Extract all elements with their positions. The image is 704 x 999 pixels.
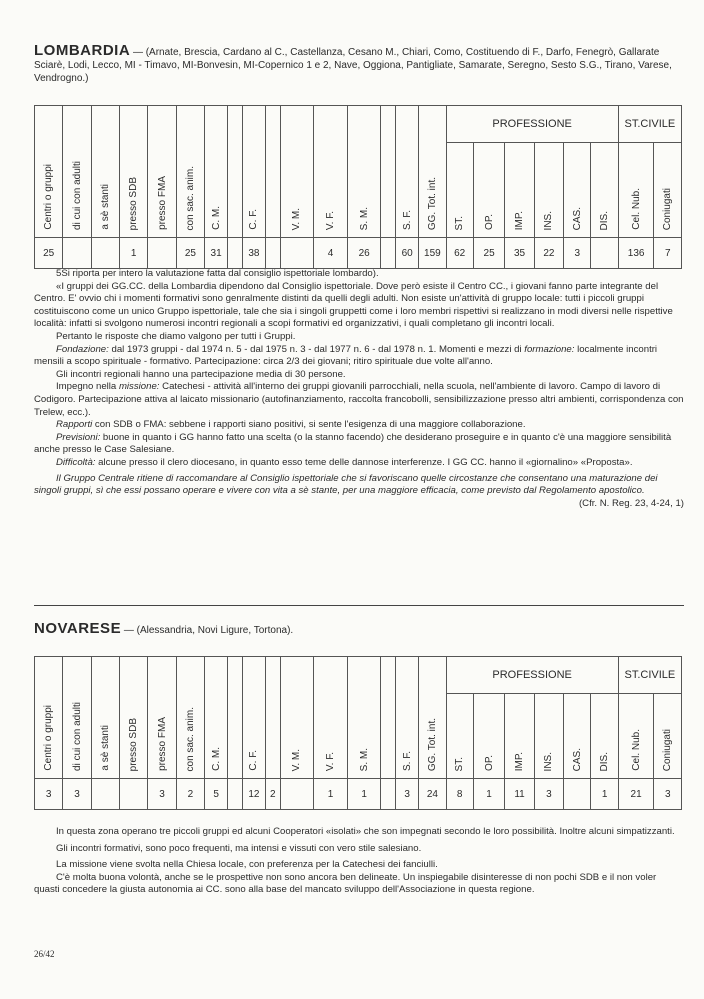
table-cell: 1: [591, 779, 618, 810]
note-p10: Il Gruppo Centrale ritiene di raccomandare al Consiglio ispettoriale che si favoriscano quelle circostanze che consentano una maturazione dei singoli gruppi, sì che essi possano operare e vivere con vita a sè stante, per una maggiore efficacia, come previsto dal Regolamento apostolico.: [34, 472, 658, 497]
novarese-title: NOVARESE: [34, 620, 122, 637]
table-cell: 35: [505, 238, 534, 269]
header-cel-label: Cel. Nub.: [630, 188, 642, 230]
note-p5: Gli incontri regionali hanno una partecipazione media di 30 persone.: [56, 368, 346, 380]
table-cell: 3: [564, 238, 591, 269]
table-cell: 38: [242, 238, 265, 269]
table-cell: 7: [654, 238, 682, 269]
header-cas: [564, 694, 591, 779]
header-adulti-label: di cui con adulti: [71, 702, 83, 771]
header-vm: [280, 106, 314, 238]
note-p7: Rapporti con SDB o FMA: sebbene i rapporti siano positivi, si sente l'esigenza di una maggiore collaborazione.: [56, 419, 526, 431]
header-sf-label: S. F.: [401, 750, 413, 771]
header-sf: [396, 106, 419, 238]
header-stanti: [91, 106, 119, 238]
table-cell: 25: [35, 238, 63, 269]
header-vm-label: V. M.: [291, 207, 303, 230]
header-cm: [205, 657, 228, 779]
table-cell: 1: [347, 779, 381, 810]
header-vf: [314, 657, 348, 779]
header-st: [446, 143, 473, 238]
header-centri-label: Centri o gruppi: [43, 705, 55, 771]
table-cell: [564, 779, 591, 810]
novarese-header: [34, 622, 684, 637]
table-cell: 26: [347, 238, 381, 269]
note-p1: 5Si riporta per intero la valutazione fatta dal consiglio ispettoriale lombardo).: [56, 268, 379, 279]
header-vf-label: V. F.: [325, 210, 337, 230]
header-cm2: [228, 106, 243, 238]
nov-p2: Gli incontri formativi, sono poco frequenti, ma intensi e vissuti con vero stile salesiano.: [56, 842, 422, 854]
table-cell: [381, 779, 396, 810]
header-sf: [381, 657, 396, 779]
header-centri: [35, 106, 63, 238]
table-cell: [228, 238, 243, 269]
table-cell: 4: [314, 238, 348, 269]
header-adulti: [63, 657, 91, 779]
header-adulti: [63, 106, 91, 238]
header-sf: [381, 106, 396, 238]
table-cell: 25: [176, 238, 204, 269]
table-cell: 136: [618, 238, 654, 269]
header-imp-label: IMP.: [514, 751, 526, 771]
note-p6: Impegno nella missione: Catechesi - attività all'interno dei gruppi giovanili parrocchiali, nella scuola, nell'ambiente di lavoro. Campo di lavoro di Codigoro. Partecipazione attiva al laicato missionario (autofinanziamento, raccolta francobolli, sensibilizzazione presso altri ambienti, corrispondenza con Trelew, ecc.).: [34, 381, 684, 418]
header-sf: [396, 657, 419, 779]
header-st-label: ST.: [454, 215, 466, 230]
header-cf-label: C. F.: [248, 209, 260, 230]
lombardia-dash: —: [132, 47, 143, 58]
table-cell: 25: [473, 238, 505, 269]
lombardia-notes: [34, 268, 684, 510]
header-vm: [280, 657, 314, 779]
page-number: 26/42: [34, 949, 55, 959]
lombardia-title: LOMBARDIA: [34, 42, 131, 59]
table-cell: [148, 238, 176, 269]
header-sac: [176, 106, 204, 238]
table-cell: [91, 779, 119, 810]
header-cel: [618, 694, 654, 779]
header-centri-label: Centri o gruppi: [43, 164, 55, 230]
header-dis: [591, 694, 618, 779]
header-gg-label: GG. Tot. int.: [426, 717, 438, 771]
header-sac: [176, 657, 204, 779]
header-fma-label: presso FMA: [156, 176, 168, 230]
table-cell: [280, 238, 314, 269]
header-ins-label: INS.: [543, 210, 555, 230]
header-sac-label: con sac. anim.: [184, 165, 196, 230]
header-imp: [505, 143, 534, 238]
header-cm-label: C. M.: [210, 206, 222, 230]
header-sdb-label: presso SDB: [128, 717, 140, 771]
nov-p1: In questa zona operano tre piccoli gruppi ed alcuni Cooperatori «isolati» che son impegnati secondo le loro possibilità. Inoltre alcuni simpatizzanti.: [56, 826, 675, 837]
note-p10-ref: (Cfr. N. Reg. 23, 4-24, 1): [578, 497, 684, 509]
table-cell: [265, 238, 280, 269]
note-p3: Pertanto le risposte che diamo valgono per tutti i Gruppi.: [56, 330, 296, 342]
note-p9: Difficoltà: alcune presso il clero diocesano, in quanto esso teme delle dannose interferenze. I GG CC. hanno il «giornalino» «Proposta».: [56, 456, 633, 468]
header-st-label: ST.: [454, 756, 466, 771]
table-cell: 3: [148, 779, 176, 810]
header-stanti: [91, 657, 119, 779]
header-vf-label: V. F.: [325, 751, 337, 771]
note-p8: Previsioni: buone in quanto i GG hanno fatto una scelta (o la stanno facendo) che desiderano proseguire e in quanto c'è una maggiore sensibilità anche presso le Case Salesiane.: [34, 431, 672, 456]
header-cf2: [265, 106, 280, 238]
header-vm-label: V. M.: [291, 748, 303, 771]
table-cell: 3: [534, 779, 563, 810]
header-coniugati-label: Coniugati: [662, 728, 674, 771]
table-cell: 3: [654, 779, 682, 810]
header-cm: [205, 106, 228, 238]
novarese-notes: [34, 826, 684, 897]
table-cell: [591, 238, 618, 269]
header-vf: [314, 106, 348, 238]
header-cas: [564, 143, 591, 238]
header-op-label: OP.: [483, 214, 495, 230]
header-stcivile: ST.CIVILE: [618, 106, 681, 143]
header-cel: [618, 143, 654, 238]
header-cf-label: C. F.: [248, 750, 260, 771]
table-cell: 60: [396, 238, 419, 269]
header-professione: PROFESSIONE: [446, 106, 618, 143]
section-divider: [34, 605, 684, 606]
header-ins: [534, 143, 563, 238]
lombardia-stats-table: [34, 105, 682, 269]
header-adulti-label: di cui con adulti: [71, 161, 83, 230]
table-cell: 1: [473, 779, 505, 810]
header-imp: [505, 694, 534, 779]
header-coniugati-label: Coniugati: [662, 187, 674, 230]
table-cell: 12: [242, 779, 265, 810]
note-p2: «I gruppi dei GG.CC. della Lombardia dipendono dal Consiglio ispettoriale. Dove però esiste il Centro CC., i giovani fanno parte integrante del Centro. E' ovvio chi i momenti formativi sono genralmente distinti da quelli degli adulti. Non esiste un'attività di gruppo locale: tutti i piccoli gruppi costituiscono come un unico Gruppo ispettoriale, tale che sia i singoli gruppetti come i loro membri rispettivi si realizzano in modi diversi nelle rispettive località: infatti si svolgono numerosi incontri regionali a scopi formativi ed organizzativi, i quali completano gli incontri locali.: [34, 280, 673, 330]
table-cell: 31: [205, 238, 228, 269]
table-cell: [381, 238, 396, 269]
header-sac-label: con sac. anim.: [184, 706, 196, 771]
header-cm-label: C. M.: [210, 747, 222, 771]
header-gg: [419, 657, 446, 779]
table-cell: [120, 779, 148, 810]
nov-p3: La missione viene svolta nella Chiesa locale, con preferenza per la Catechesi dei fanciulli.: [56, 859, 438, 871]
header-fma: [148, 657, 176, 779]
table-cell: 11: [505, 779, 534, 810]
header-cas-label: CAS.: [571, 206, 583, 230]
header-sm-label: S. M.: [358, 747, 370, 771]
table-cell: 62: [446, 238, 473, 269]
table-cell: 2: [265, 779, 280, 810]
header-stanti-label: a sè stanti: [99, 725, 111, 771]
table-cell: [280, 779, 314, 810]
table-cell: 3: [63, 779, 91, 810]
header-professione: PROFESSIONE: [446, 657, 618, 694]
table-cell: 1: [120, 238, 148, 269]
table-cell: 8: [446, 779, 473, 810]
header-dis-label: DIS.: [599, 751, 611, 771]
table-cell: 159: [419, 238, 446, 269]
header-gg-label: GG. Tot. int.: [426, 176, 438, 230]
header-coniugati: [654, 694, 682, 779]
header-sdb: [120, 657, 148, 779]
lombardia-header: [34, 44, 684, 85]
nov-p4: C'è molta buona volontà, anche se le prospettive non sono ancora ben delineate. Un inspiegabile disinteresse di non pochi SDB e il non voler quasti concedere la giusta autonomia ai CC. sono alla base del mancato sviluppo dell'Associazione in questa regione.: [34, 871, 657, 896]
header-cf: [242, 106, 265, 238]
table-row: [35, 238, 682, 269]
header-cf2: [265, 657, 280, 779]
header-coniugati: [654, 143, 682, 238]
note-p4: Fondazione: dal 1973 gruppi - dal 1974 n. 5 - dal 1975 n. 3 - dal 1977 n. 6 - dal 1978 n. 1. Momenti e mezzi di formazione: localmente incontri mensili a scopo spirituale - formativo. Partecipazione: circa 2/3 dei giovani; ritiro spirituale due volte all'anno.: [34, 343, 658, 368]
table-header-row: [35, 657, 682, 694]
header-fma-label: presso FMA: [156, 717, 168, 771]
table-header-row: [35, 106, 682, 143]
header-imp-label: IMP.: [514, 210, 526, 230]
table-cell: [228, 779, 243, 810]
header-cas-label: CAS.: [571, 747, 583, 771]
table-cell: 22: [534, 238, 563, 269]
novarese-stats-table: [34, 656, 682, 810]
header-sm-label: S. M.: [358, 206, 370, 230]
table-cell: 24: [419, 779, 446, 810]
table-cell: 2: [176, 779, 204, 810]
header-gg: [419, 106, 446, 238]
header-fma: [148, 106, 176, 238]
table-cell: 5: [205, 779, 228, 810]
header-sm: [347, 657, 381, 779]
lombardia-subtitle: (Arnate, Brescia, Cardano al C., Castellanza, Cesano M., Chiari, Como, Costituendo di F., Darfo, Fenegrò, Gallarate Sciarè, Lodi, Lecco, MI - Timavo, MI-Bonvesin, MI-Copernico 1 e 2, Nave, Oggiona, Pantigliate, Samarate, Seregno, Sesto S.G., Tirano, Varese, Vendrogno.): [34, 47, 672, 84]
table-cell: [63, 238, 91, 269]
header-op: [473, 694, 505, 779]
header-cf: [242, 657, 265, 779]
header-cm2: [228, 657, 243, 779]
table-cell: [91, 238, 119, 269]
header-sdb-label: presso SDB: [128, 176, 140, 230]
table-cell: 1: [314, 779, 348, 810]
header-dis: [591, 143, 618, 238]
header-sm: [347, 106, 381, 238]
table-cell: 21: [618, 779, 654, 810]
header-sf-label: S. F.: [401, 209, 413, 230]
novarese-dash: —: [123, 625, 134, 636]
header-stanti-label: a sè stanti: [99, 184, 111, 230]
header-centri: [35, 657, 63, 779]
table-row: [35, 779, 682, 810]
header-dis-label: DIS.: [599, 210, 611, 230]
header-ins: [534, 694, 563, 779]
table-cell: 3: [396, 779, 419, 810]
header-st: [446, 694, 473, 779]
header-cel-label: Cel. Nub.: [630, 729, 642, 771]
header-sdb: [120, 106, 148, 238]
table-cell: 3: [35, 779, 63, 810]
novarese-subtitle: (Alessandria, Novi Ligure, Tortona).: [136, 625, 294, 636]
header-op: [473, 143, 505, 238]
header-op-label: OP.: [483, 755, 495, 771]
header-stcivile: ST.CIVILE: [618, 657, 681, 694]
header-ins-label: INS.: [543, 751, 555, 771]
